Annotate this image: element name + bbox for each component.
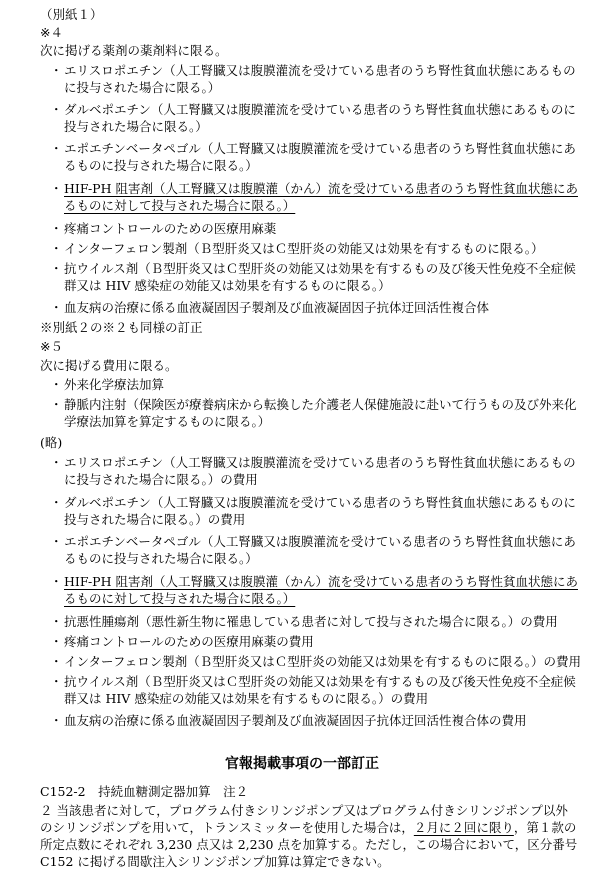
list-item-text: エリスロポエチン（人工腎臓又は腹膜灌流を受けている患者のうち腎性貧血状態にあるものに投与された場合に限る。）: [64, 63, 576, 95]
bullet: ・: [50, 63, 63, 78]
list-item-text: インターフェロン製剤（Ｂ型肝炎又はＣ型肝炎の効能又は効果を有するものに限る。）: [64, 241, 544, 256]
bullet: ・: [50, 397, 63, 412]
list-item-text: 抗ウイルス剤（Ｂ型肝炎又はＣ型肝炎の効能又は効果を有するもの及び後天性免疫不全症候群又は HIV 感染症の効能又は効果を有するものに限る。）の費用: [64, 674, 576, 706]
bullet: ・: [50, 261, 63, 276]
list-item-text: HIF-PH 阻害剤（人工腎臓又は腹膜灌（かん）流を受けている患者のうち腎性貧血状態にあるものに対して投与された場合に限る。）: [64, 181, 578, 213]
bullet: ・: [50, 102, 63, 117]
list-item-text: 静脈内注射（保険医が療養病床から転換した介護老人保健施設に赴いて行うもの及び外来化学療法加算を算定するものに限る。）: [64, 397, 577, 429]
bullet: ・: [50, 674, 63, 689]
note5-mark: ※５: [40, 339, 63, 354]
bullet: ・: [50, 181, 63, 196]
bullet: ・: [50, 241, 63, 256]
list-item-text: 疼痛コントロールのための医療用麻薬の費用: [64, 634, 314, 649]
paragraph-text-a: 当該患者に対して，プログラム付きシリンジポンプ又はプログラム付きシリンジポンプ以外のシリンジポンプを用いて，トランスミッターを使用した場合は，: [40, 803, 568, 835]
list-item-text: エポエチンベータペゴル（人工腎臓又は腹膜灌流を受けている患者のうち腎性貧血状態にあるものに投与された場合に限る。）: [64, 141, 576, 173]
bullet: ・: [50, 634, 63, 649]
code-line: C152-2 持続血糖測定器加算 注２: [40, 784, 249, 799]
same-correction-note: ※別紙２の※２も同様の訂正: [40, 320, 203, 335]
paragraph-2: [40, 802, 580, 870]
bullet: ・: [50, 534, 63, 549]
note5-intro: 次に掲げる費用に限る。: [40, 358, 178, 373]
bullet: ・: [50, 614, 63, 629]
list-item-text: 抗ウイルス剤（Ｂ型肝炎又はＣ型肝炎の効能又は効果を有するもの及び後天性免疫不全症候群又は HIV 感染症の効能又は効果を有するものに限る。）: [64, 261, 576, 293]
bullet: ・: [50, 221, 63, 236]
list-item-text: HIF-PH 阻害剤（人工腎臓又は腹膜灌（かん）流を受けている患者のうち腎性貧血状態にあるものに対して投与された場合に限る。）: [64, 574, 578, 606]
list-item-text: 抗悪性腫瘍剤（悪性新生物に罹患している患者に対して投与された場合に限る。）の費用: [64, 614, 558, 629]
list-item-text: エリスロポエチン（人工腎臓又は腹膜灌流を受けている患者のうち腎性貧血状態にあるものに投与された場合に限る。）の費用: [64, 455, 576, 487]
list-item-text: ダルベポエチン（人工腎臓又は腹膜灌流を受けている患者のうち腎性貧血状態にあるものに投与された場合に限る。）: [64, 102, 576, 134]
list-item-text: エポエチンベータペゴル（人工腎臓又は腹膜灌流を受けている患者のうち腎性貧血状態にあるものに投与された場合に限る。）: [64, 534, 576, 566]
appendix-label: （別紙１）: [40, 7, 103, 22]
bullet: ・: [50, 654, 63, 669]
list-item-text: 血友病の治療に係る血液凝固因子製剤及び血液凝固因子抗体迂回活性複合体の費用: [64, 713, 527, 728]
list-item-text: 外来化学療法加算: [64, 377, 165, 392]
amended-phrase: ２月に２回に限り: [413, 820, 514, 835]
list-item-text: ダルベポエチン（人工腎臓又は腹膜灌流を受けている患者のうち腎性貧血状態にあるものに投与された場合に限る。）の費用: [64, 495, 576, 527]
note4-mark: ※４: [40, 25, 63, 40]
bullet: ・: [50, 377, 63, 392]
list-item-text: インターフェロン製剤（Ｂ型肝炎又はＣ型肝炎の効能又は効果を有するものに限る。）の費用: [64, 654, 582, 669]
omitted-marker: (略): [40, 435, 63, 450]
note4-intro: 次に掲げる薬剤の薬剤料に限る。: [40, 43, 228, 58]
bullet: ・: [50, 300, 63, 315]
bullet: ・: [50, 455, 63, 470]
bullet: ・: [50, 141, 63, 156]
paragraph-text-b: ，第１款の所定点数にそれぞれ 3,230 点又は 2,230 点を加算する。ただし，この場合において，区分番号 C152 に掲げる間歇注入シリンジポンプ加算は算定できない。: [40, 820, 578, 869]
bullet: ・: [50, 713, 63, 728]
paragraph-number: ２: [40, 803, 53, 818]
bullet: ・: [50, 495, 63, 510]
list-item-text: 疼痛コントロールのための医療用麻薬: [64, 221, 277, 236]
section-title: 官報掲載事項の一部訂正: [225, 756, 379, 772]
list-item-text: 血友病の治療に係る血液凝固因子製剤及び血液凝固因子抗体迂回活性複合体: [64, 300, 490, 315]
bullet: ・: [50, 574, 63, 589]
